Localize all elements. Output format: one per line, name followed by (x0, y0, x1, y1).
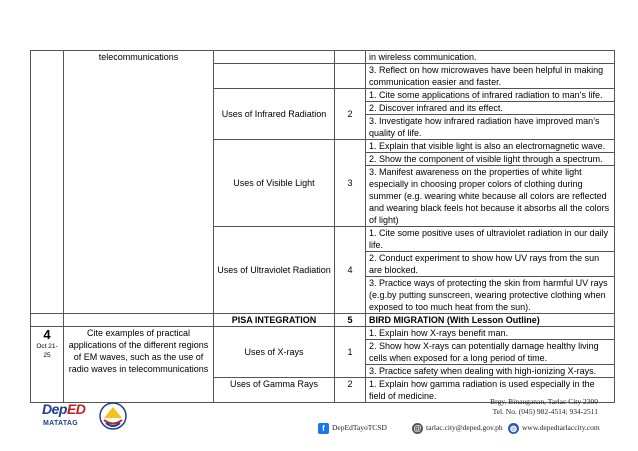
email-contact[interactable]: @ tarlac.city@deped.gov.ph (413, 423, 503, 433)
school-address: Brgy. Binauganan, Tarlac City 2300 Tel. No. (045) 982-4514; 934-2511 (490, 397, 598, 416)
deped-logo: DepED (42, 401, 86, 417)
week-cell (31, 314, 64, 327)
table-row (31, 51, 615, 64)
days-cell: 2 (335, 89, 366, 140)
table-row (31, 314, 615, 327)
week-cell (31, 327, 64, 403)
objective-cell: 1. Explain that visible light is also an electromagnetic wave. 2. Show the component of visible light through a spectrum. 3. Manifest awareness on the properties of white light especially in choosing proper colors of clothing during summer (e.g. wearing white because all colors are reflected and wearing black feels hot because it absorbs all the colors of light) (366, 140, 615, 227)
topic-cell (214, 64, 335, 89)
topic-cell: Uses of Infrared Radiation (214, 89, 335, 140)
topic-cell: Uses of X-rays (214, 327, 335, 378)
bagong-pilipinas-logo (98, 401, 128, 431)
competency-cell: telecommunications (64, 51, 214, 314)
facebook-contact[interactable]: f DepEdTayoTCSD (318, 421, 387, 435)
website-contact[interactable]: ◍ www.depedtarlaccity.com (510, 423, 600, 433)
topic-cell: Uses of Gamma Rays (214, 378, 335, 403)
curriculum-map-table (30, 50, 615, 403)
contact-bar (318, 421, 608, 435)
facebook-icon: f (318, 423, 329, 434)
topic-cell: PISA INTEGRATION (214, 314, 335, 327)
week-cell (31, 51, 64, 314)
matatag-logo: MATATAG (43, 420, 79, 427)
days-cell: 3 (335, 140, 366, 227)
days-cell: 4 (335, 227, 366, 314)
table-row (31, 327, 615, 378)
objective-cell: 1. Cite some positive uses of ultraviolet radiation in our daily life. 2. Conduct experiment to show how UV rays from the sun are blocked. 3. Practice ways of protecting the skin from harmful UV rays (e.g.by putting sunscreen, wearing protective clothing when exposed to too much heat from the sun). (366, 227, 615, 314)
topic-cell: Uses of Visible Light (214, 140, 335, 227)
days-cell: 2 (335, 378, 366, 403)
email-icon: @ (413, 423, 422, 433)
topic-cell (214, 51, 335, 64)
days-cell (335, 64, 366, 89)
days-cell (335, 51, 366, 64)
days-cell: 1 (335, 327, 366, 378)
days-cell: 5 (335, 314, 366, 327)
objective-cell: 1. Explain how gamma radiation is used especially in the field of medicine. (366, 378, 615, 403)
objective-cell: 1. Explain how X-rays benefit man. 2. Show how X-rays can potentially damage healthy living cells when exposed for a long period of time. 3. Practice safety when dealing with high-ionizing X-rays. (366, 327, 615, 378)
objective-cell: in wireless communication. (366, 51, 615, 64)
week-date: Oct 21-25 (36, 343, 58, 359)
objective-cell: BIRD MIGRATION (With Lesson Outline) (366, 314, 615, 327)
objective-cell: 1. Cite some applications of infrared radiation to man’s life. 2. Discover infrared and its effect. 3. Investigate how infrared radiation have improved man’s quality of life. (366, 89, 615, 140)
topic-cell: Uses of Ultraviolet Radiation (214, 227, 335, 314)
competency-cell (64, 314, 214, 327)
globe-icon: ◍ (508, 423, 519, 434)
objective-cell: 3. Reflect on how microwaves have been helpful in making communication easier and faster. (366, 64, 615, 89)
competency-cell: Cite examples of practical applications of the different regions of EM waves, such as the use of radio waves in telecommunications (64, 327, 214, 403)
week-number: 4 (43, 327, 51, 342)
